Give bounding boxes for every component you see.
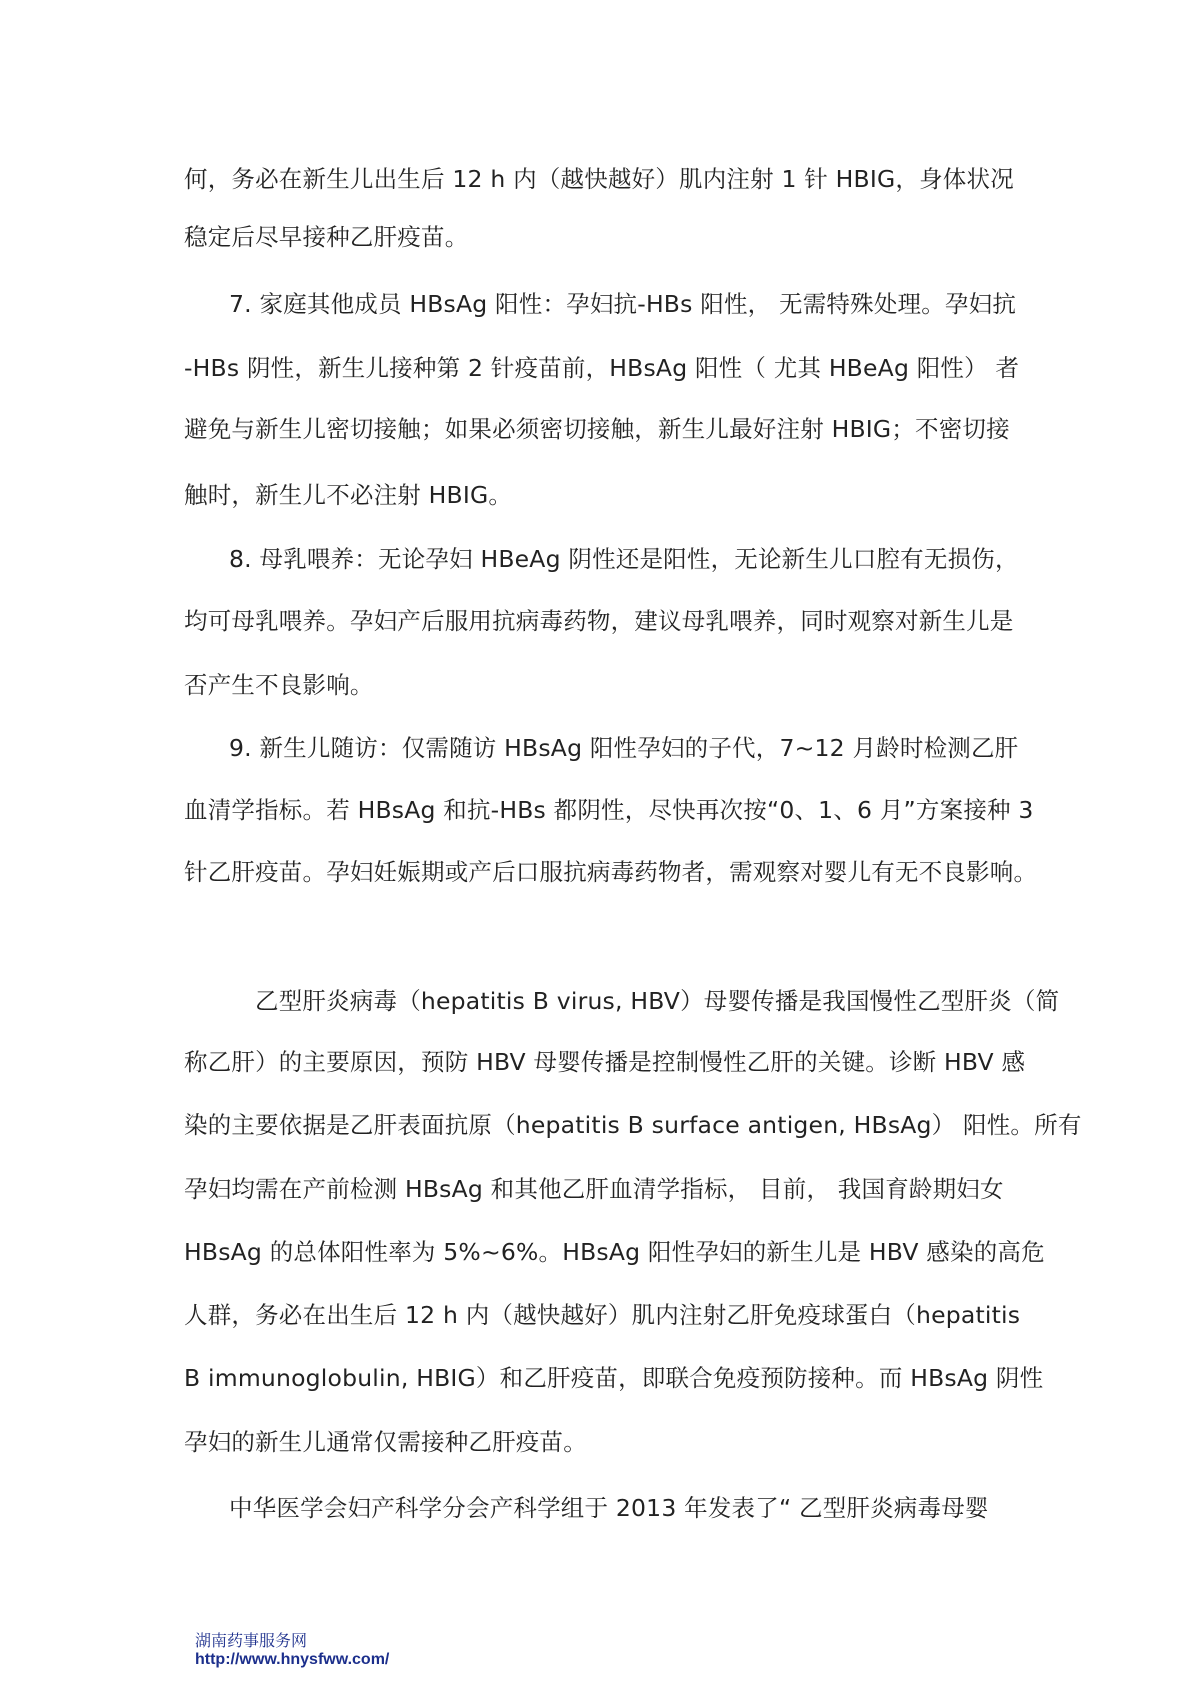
body-line: 否产生不良影响。 — [184, 671, 374, 699]
body-line: 孕妇均需在产前检测 HBsAg 和其他乙肝血清学指标， 目前， 我国育龄期妇女 — [184, 1175, 1004, 1203]
footer-url-link[interactable]: http://www.hnysfww.com/ — [195, 1651, 390, 1668]
body-line: 触时，新生儿不必注射 HBIG。 — [184, 481, 513, 509]
body-line: HBsAg 的总体阳性率为 5%~6%。HBsAg 阳性孕妇的新生儿是 HBV 感染的高危 — [184, 1238, 1045, 1266]
body-line: 称乙肝）的主要原因，预防 HBV 母婴传播是控制慢性乙肝的关键。诊断 HBV 感 — [184, 1048, 1026, 1076]
body-line: 中华医学会妇产科学分会产科学组于 2013 年发表了“ 乙型肝炎病毒母婴 — [229, 1494, 989, 1522]
body-line: 8. 母乳喂养：无论孕妇 HBeAg 阴性还是阳性，无论新生儿口腔有无损伤， — [229, 545, 1019, 573]
body-line: 针乙肝疫苗。孕妇妊娠期或产后口服抗病毒药物者，需观察对婴儿有无不良影响。 — [184, 858, 1038, 886]
footer-site-name: 湖南药事服务网 — [195, 1631, 308, 1650]
body-line: 均可母乳喂养。孕妇产后服用抗病毒药物，建议母乳喂养，同时观察对新生儿是 — [184, 607, 1014, 635]
body-line: 孕妇的新生儿通常仅需接种乙肝疫苗。 — [184, 1428, 587, 1456]
body-line: 人群，务必在出生后 12 h 内（越快越好）肌内注射乙肝免疫球蛋白（hepatitis — [184, 1301, 1021, 1329]
body-line: 染的主要依据是乙肝表面抗原（hepatitis B surface antigen, HBsAg） 阳性。所有 — [184, 1111, 1082, 1139]
body-line: 7. 家庭其他成员 HBsAg 阳性：孕妇抗-HBs 阳性， 无需特殊处理。孕妇抗 — [229, 290, 1017, 318]
body-line: 避免与新生儿密切接触；如果必须密切接触，新生儿最好注射 HBIG；不密切接 — [184, 415, 1010, 443]
body-line: B immunoglobulin, HBIG）和乙肝疫苗，即联合免疫预防接种。而 HBsAg 阴性 — [184, 1364, 1044, 1392]
body-line: 血清学指标。若 HBsAg 和抗-HBs 都阴性，尽快再次按“0、1、6 月”方案接种 3 — [184, 796, 1034, 824]
body-line: -HBs 阴性，新生儿接种第 2 针疫苗前，HBsAg 阳性（ 尤其 HBeAg 阳性） 者 — [184, 354, 1020, 382]
body-line: 9. 新生儿随访：仅需随访 HBsAg 阳性孕妇的子代，7~12 月龄时检测乙肝 — [229, 734, 1019, 762]
body-line: 稳定后尽早接种乙肝疫苗。 — [184, 223, 469, 251]
body-line: 何，务必在新生儿出生后 12 h 内（越快越好）肌内注射 1 针 HBIG，身体状况 — [184, 165, 1014, 193]
body-line: 乙型肝炎病毒（hepatitis B virus, HBV）母婴传播是我国慢性乙型肝炎（简 — [255, 987, 1060, 1015]
